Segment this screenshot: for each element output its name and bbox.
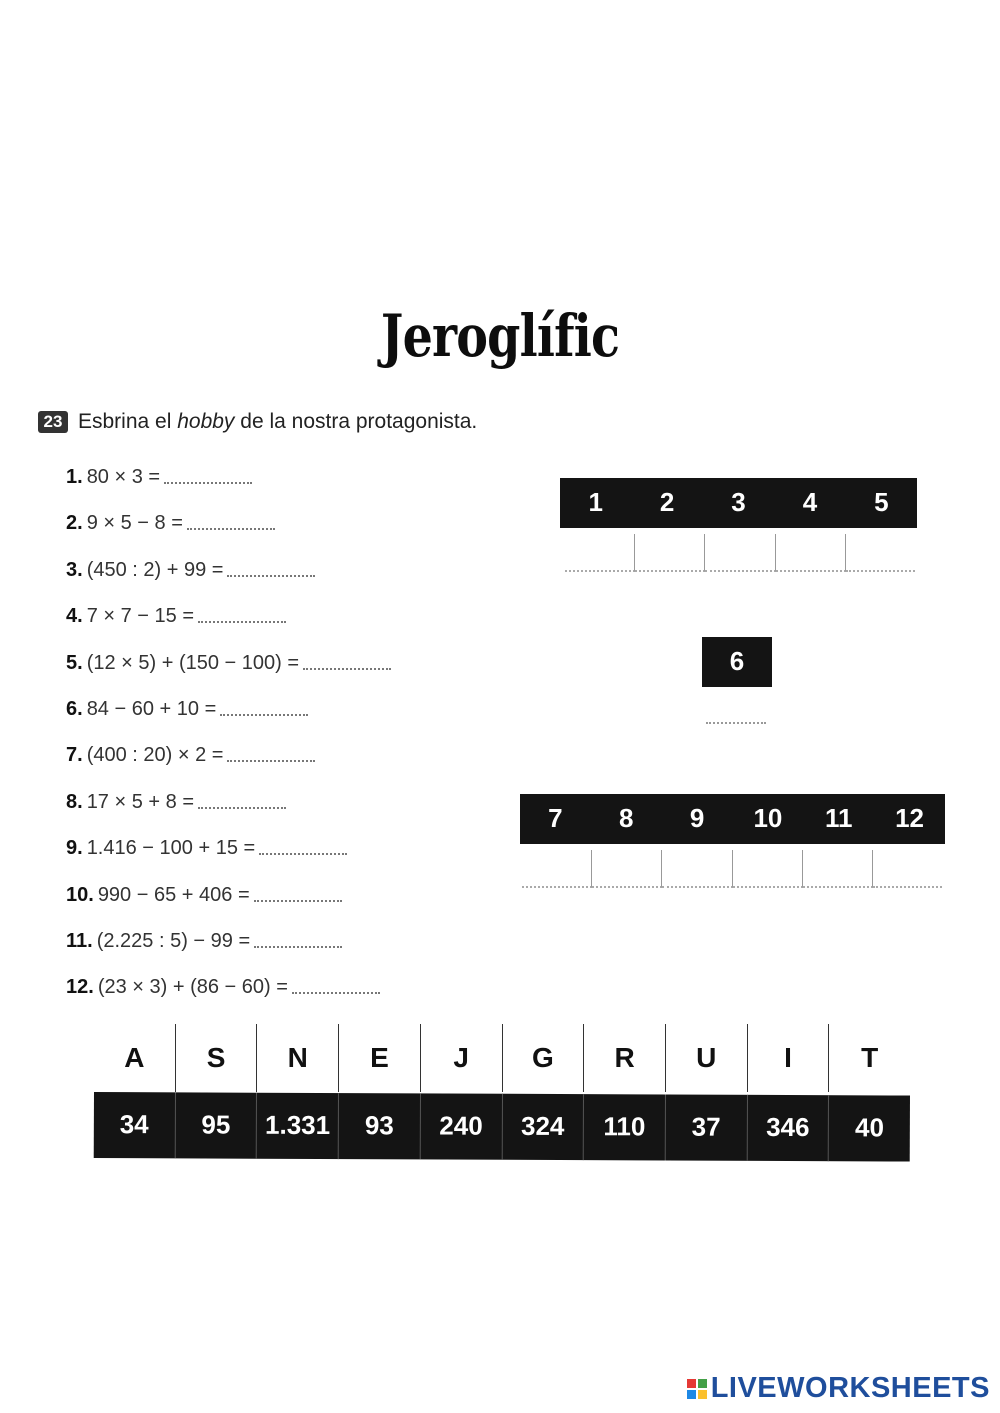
answer-slot[interactable]: [662, 850, 732, 888]
key-value: 93: [338, 1093, 420, 1159]
operation-answer-blank[interactable]: [187, 512, 275, 530]
number-cell: 1: [588, 487, 603, 517]
brand-name: LIVEWORKSHEETS: [710, 1372, 990, 1404]
number-cell: 4: [802, 487, 818, 517]
key-letter: J: [420, 1024, 502, 1092]
operation-item: [66, 605, 391, 651]
operation-answer-blank[interactable]: [220, 698, 308, 716]
operation-item: [66, 930, 391, 976]
operation-number: 4.: [66, 605, 83, 628]
operation-expression: 84 − 60 + 10 =: [86, 697, 217, 720]
letter-key-table: [94, 1024, 910, 1158]
operation-expression: 17 × 5 + 8 =: [86, 790, 195, 813]
operation-expression: (2.225 : 5) − 99 =: [96, 929, 251, 952]
operation-item: [66, 652, 391, 698]
operation-answer-blank[interactable]: [292, 976, 380, 994]
operation-answer-blank[interactable]: [198, 605, 286, 623]
operation-item: [66, 512, 391, 558]
logo-square: [698, 1390, 707, 1399]
operation-item: [66, 791, 391, 837]
key-value: 324: [501, 1094, 583, 1160]
word-2-number-box: 6: [702, 637, 772, 687]
operation-number: 12.: [66, 976, 94, 999]
operation-expression: (450 : 2) + 99 =: [86, 558, 224, 581]
answer-slot[interactable]: [565, 534, 635, 572]
operation-answer-blank[interactable]: [198, 791, 286, 809]
word-1-number-bar: [560, 478, 917, 528]
key-value: 34: [119, 1109, 149, 1140]
key-letter: N: [256, 1024, 338, 1092]
answer-slot[interactable]: [592, 850, 662, 888]
operation-number: 3.: [66, 558, 83, 581]
operation-answer-blank[interactable]: [164, 466, 252, 484]
operation-answer-blank[interactable]: [254, 884, 342, 902]
operation-expression: 9 × 5 − 8 =: [86, 512, 183, 535]
answer-slot[interactable]: [846, 534, 915, 572]
answer-slot[interactable]: [776, 534, 846, 572]
operation-number: 2.: [66, 512, 83, 535]
number-cell: 9: [689, 803, 705, 833]
key-value: 37: [665, 1094, 747, 1160]
operations-list: [66, 466, 391, 1023]
number-cell: 7: [548, 803, 563, 833]
word-3-number-bar: [520, 794, 945, 844]
operation-expression: 80 × 3 =: [86, 466, 161, 488]
operation-answer-blank[interactable]: [259, 837, 347, 855]
key-value: 40: [828, 1095, 910, 1161]
page-title: Jeroglífic: [380, 302, 620, 370]
operation-number: 7.: [66, 744, 83, 767]
operation-number: 8.: [66, 790, 83, 813]
operation-expression: 990 − 65 + 406 =: [97, 883, 250, 906]
word-1-answer-row: [565, 534, 915, 572]
key-letter: T: [828, 1024, 910, 1092]
logo-square: [687, 1379, 696, 1388]
key-letter: R: [583, 1024, 665, 1092]
operation-expression: (23 × 3) + (86 − 60) =: [97, 976, 288, 999]
operation-answer-blank[interactable]: [303, 652, 391, 670]
exercise-instruction: Esbrina el hobby de la nostra protagonista.: [78, 410, 478, 433]
logo-icon: [687, 1379, 707, 1399]
operation-answer-blank[interactable]: [254, 930, 342, 948]
answer-slot[interactable]: [803, 850, 873, 888]
operation-expression: 1.416 − 100 + 15 =: [86, 837, 256, 860]
logo-square: [687, 1390, 696, 1399]
operation-expression: (12 × 5) + (150 − 100) =: [86, 651, 300, 674]
key-letter: U: [665, 1024, 747, 1092]
key-value: 110: [583, 1094, 665, 1160]
answer-slot[interactable]: [705, 534, 775, 572]
operation-item: [66, 466, 391, 512]
operation-number: 9.: [66, 837, 83, 860]
number-cell: 2: [659, 487, 675, 517]
key-letter: G: [502, 1024, 584, 1092]
key-letter: S: [175, 1024, 257, 1092]
liveworksheets-logo: [687, 1372, 990, 1405]
key-values-row: [94, 1092, 910, 1162]
key-letter: A: [124, 1042, 145, 1073]
exercise-number-badge: 23: [38, 411, 68, 433]
operation-expression: 7 × 7 − 15 =: [86, 605, 195, 628]
number-cell: 12: [895, 803, 925, 833]
word-3-answer-row: [522, 850, 942, 888]
operation-item: [66, 884, 391, 930]
number-cell: 5: [874, 487, 889, 517]
operation-answer-blank[interactable]: [227, 744, 315, 762]
number-cell: 8: [619, 803, 634, 833]
key-value: 95: [174, 1092, 256, 1158]
operation-number: 5.: [66, 651, 83, 674]
operation-number: 10.: [66, 883, 94, 906]
key-value: 346: [746, 1095, 828, 1161]
answer-slot-6[interactable]: [706, 722, 766, 724]
answer-slot[interactable]: [873, 850, 942, 888]
operation-item: [66, 837, 391, 883]
operation-number: 1.: [66, 466, 83, 488]
number-cell: 10: [753, 803, 783, 833]
answer-slot[interactable]: [522, 850, 592, 888]
key-value: 1.331: [256, 1093, 338, 1159]
key-letters-row: [94, 1024, 910, 1092]
logo-square: [698, 1379, 707, 1388]
operation-answer-blank[interactable]: [227, 559, 315, 577]
key-letter: I: [747, 1024, 829, 1092]
operation-item: [66, 744, 391, 790]
operation-item: [66, 698, 391, 744]
exercise-header: [38, 410, 477, 434]
operation-number: 6.: [66, 697, 83, 720]
number-cell: 11: [824, 803, 853, 833]
operation-item: [66, 976, 391, 1022]
answer-slot[interactable]: [635, 534, 705, 572]
answer-slot[interactable]: [733, 850, 803, 888]
operation-expression: (400 : 20) × 2 =: [86, 744, 224, 767]
key-letter: E: [338, 1024, 420, 1092]
operation-number: 11.: [66, 929, 93, 952]
operation-item: [66, 559, 391, 605]
key-value: 240: [420, 1093, 502, 1159]
number-cell: 3: [731, 487, 746, 517]
